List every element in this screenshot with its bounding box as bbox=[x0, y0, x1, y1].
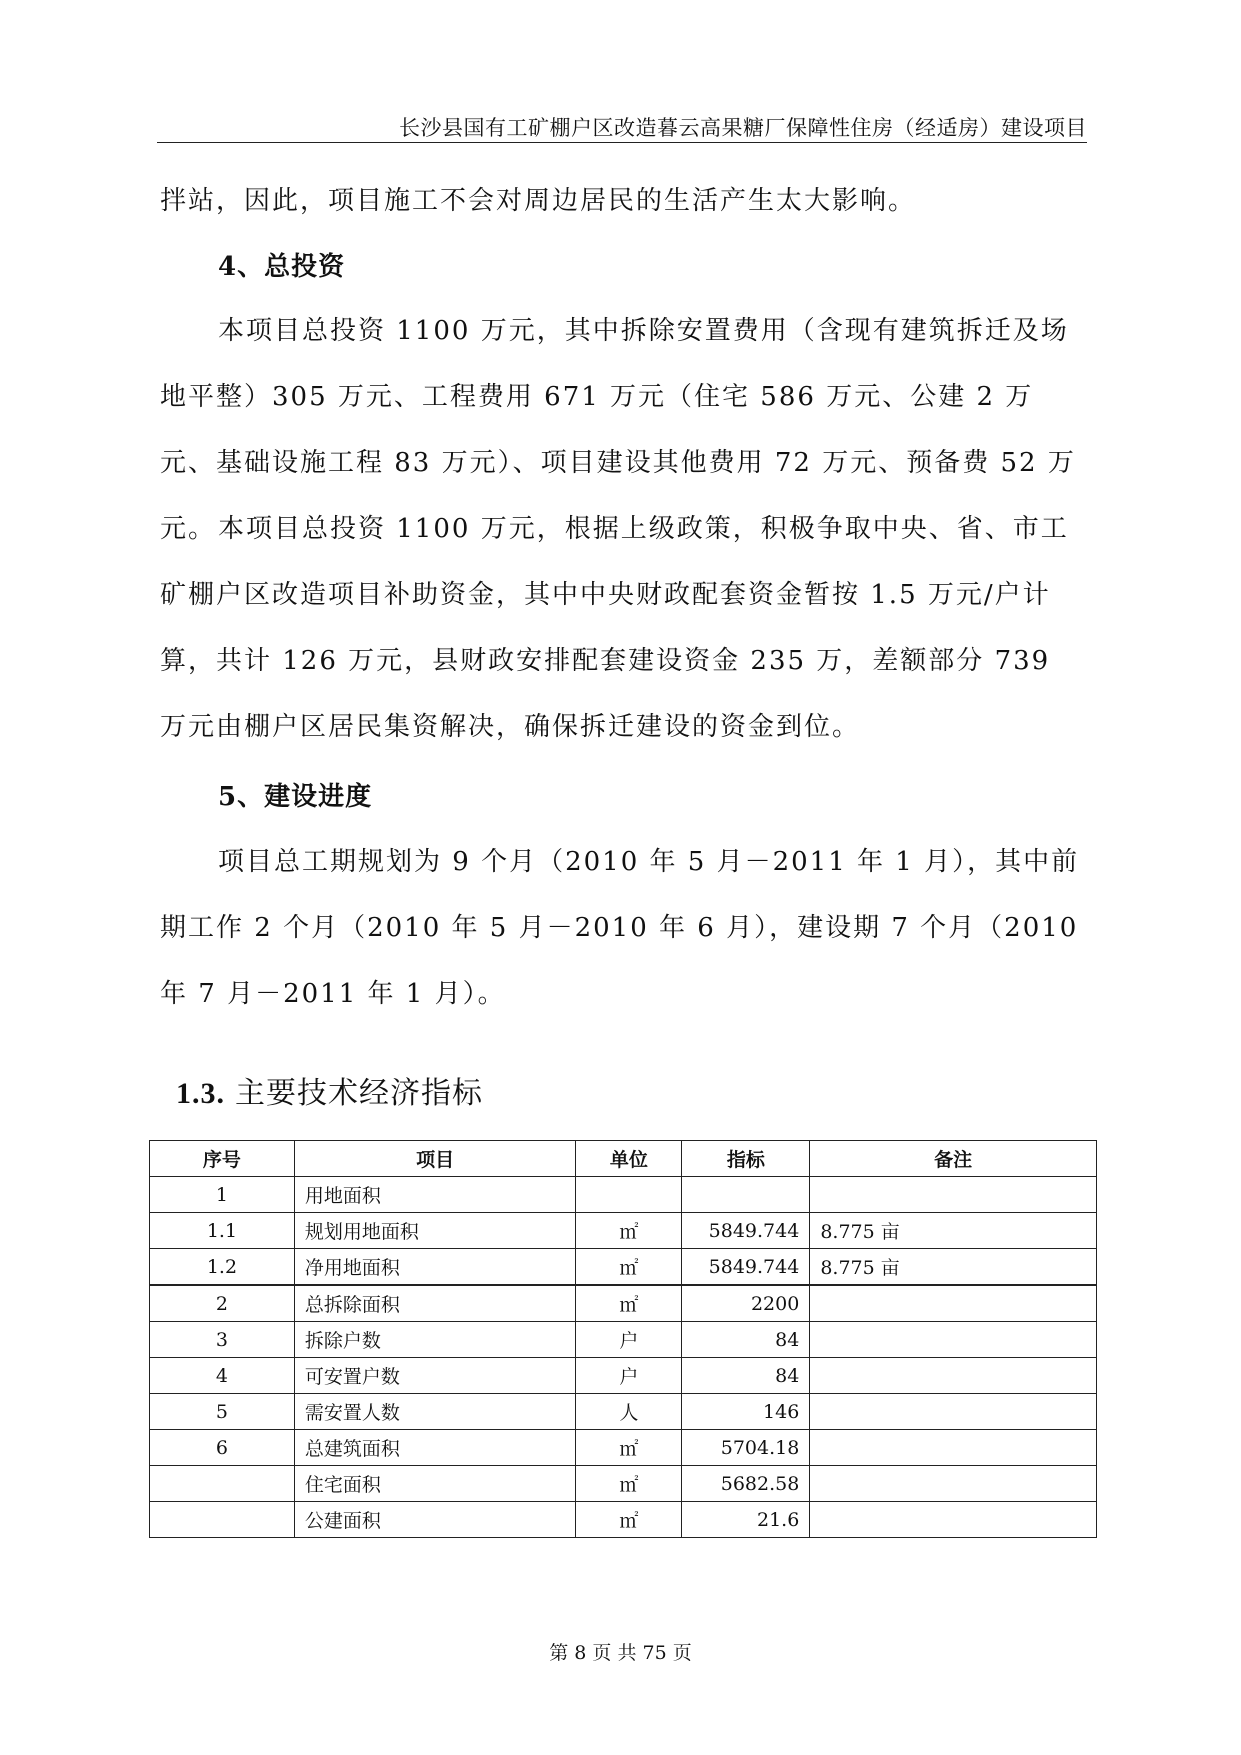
paragraph-investment-1: 本项目总投资 1100 万元，其中拆除安置费用（含现有建筑拆迁及场地平整）305 万元、工程费用 671 万元（住宅 586 万元、公建 2 万元、基础设施工程 83 万元）、项目建设其他费用 72 万元、预备费 52 万元。 bbox=[160, 316, 1076, 544]
section-title: 主要技术经济指标 bbox=[235, 1076, 483, 1111]
cell-no: 1.1 bbox=[150, 1213, 295, 1249]
col-header-value: 指标 bbox=[682, 1141, 810, 1177]
table-row bbox=[150, 1285, 1097, 1322]
heading-schedule: 5、建设进度 bbox=[218, 782, 373, 812]
cell-note bbox=[810, 1285, 1097, 1322]
table-row bbox=[150, 1177, 1097, 1213]
cell-note bbox=[810, 1430, 1097, 1466]
heading-total-investment: 4、总投资 bbox=[218, 252, 346, 282]
cell-note bbox=[810, 1358, 1097, 1394]
cell-no: 1.2 bbox=[150, 1249, 295, 1286]
technical-economic-indicators-table bbox=[149, 1140, 1097, 1538]
table-row bbox=[150, 1430, 1097, 1466]
table-header-row bbox=[150, 1141, 1097, 1177]
cell-value: 5682.58 bbox=[682, 1466, 810, 1502]
cell-item: 规划用地面积 bbox=[294, 1213, 576, 1249]
table-row bbox=[150, 1502, 1097, 1538]
cell-unit: ㎡ bbox=[576, 1249, 682, 1286]
paragraph-continued: 拌站，因此，项目施工不会对周边居民的生活产生太大影响。 bbox=[160, 186, 917, 216]
cell-note bbox=[810, 1394, 1097, 1430]
cell-unit: ㎡ bbox=[576, 1213, 682, 1249]
cell-unit: ㎡ bbox=[576, 1466, 682, 1502]
table-row bbox=[150, 1394, 1097, 1430]
cell-value: 5849.744 bbox=[682, 1249, 810, 1286]
table-row bbox=[150, 1249, 1097, 1286]
cell-value: 84 bbox=[682, 1358, 810, 1394]
cell-no: 4 bbox=[150, 1358, 295, 1394]
table-row bbox=[150, 1213, 1097, 1249]
col-header-no: 序号 bbox=[150, 1141, 295, 1177]
table-row bbox=[150, 1466, 1097, 1502]
cell-item: 拆除户数 bbox=[294, 1322, 576, 1358]
cell-note bbox=[810, 1466, 1097, 1502]
cell-no: 1 bbox=[150, 1177, 295, 1213]
cell-note bbox=[810, 1177, 1097, 1213]
cell-no: 6 bbox=[150, 1430, 295, 1466]
cell-unit: 户 bbox=[576, 1322, 682, 1358]
page-footer: 第 8 页 共 75 页 bbox=[549, 1642, 692, 1664]
cell-no: 3 bbox=[150, 1322, 295, 1358]
cell-item: 总建筑面积 bbox=[294, 1430, 576, 1466]
cell-no: 5 bbox=[150, 1394, 295, 1430]
cell-no bbox=[150, 1502, 295, 1538]
cell-value: 84 bbox=[682, 1322, 810, 1358]
section-heading bbox=[176, 1068, 483, 1112]
table-row bbox=[150, 1322, 1097, 1358]
cell-unit bbox=[576, 1177, 682, 1213]
cell-value: 2200 bbox=[682, 1285, 810, 1322]
paragraph-schedule: 项目总工期规划为 9 个月（2010 年 5 月－2011 年 1 月），其中前期工作 2 个月（2010 年 5 月－2010 年 6 月），建设期 7 个月（2010 年 7 月－2011 年 1 月）。 bbox=[160, 847, 1080, 1009]
col-header-note: 备注 bbox=[810, 1141, 1097, 1177]
cell-unit: 人 bbox=[576, 1394, 682, 1430]
cell-item: 用地面积 bbox=[294, 1177, 576, 1213]
cell-no bbox=[150, 1466, 295, 1502]
col-header-item: 项目 bbox=[294, 1141, 576, 1177]
cell-item: 公建面积 bbox=[294, 1502, 576, 1538]
col-header-unit: 单位 bbox=[576, 1141, 682, 1177]
page-header bbox=[157, 112, 1087, 143]
cell-value: 146 bbox=[682, 1394, 810, 1430]
section-number: 1.3. bbox=[176, 1077, 225, 1110]
header-title: 长沙县国有工矿棚户区改造暮云高果糖厂保障性住房（经适房）建设项目 bbox=[399, 116, 1087, 140]
cell-note: 8.775 亩 bbox=[810, 1249, 1097, 1286]
cell-value bbox=[682, 1177, 810, 1213]
cell-unit: ㎡ bbox=[576, 1430, 682, 1466]
cell-item: 可安置户数 bbox=[294, 1358, 576, 1394]
paragraph-investment-2: 本项目总投资 1100 万元，根据上级政策，积极争取中央、省、市工矿棚户区改造项目补助资金，其中中央财政配套资金暂按 1.5 万元/户计算，共计 126 万元，县财政安排配套建设资金 235 万，差额部分 739 万元由棚户区居民集资解决，确保拆迁建设的资金到位。 bbox=[160, 514, 1069, 742]
cell-value: 5849.744 bbox=[682, 1213, 810, 1249]
cell-value: 5704.18 bbox=[682, 1430, 810, 1466]
cell-item: 总拆除面积 bbox=[294, 1285, 576, 1322]
cell-note: 8.775 亩 bbox=[810, 1213, 1097, 1249]
cell-value: 21.6 bbox=[682, 1502, 810, 1538]
cell-item: 住宅面积 bbox=[294, 1466, 576, 1502]
cell-unit: ㎡ bbox=[576, 1285, 682, 1322]
cell-item: 需安置人数 bbox=[294, 1394, 576, 1430]
cell-unit: ㎡ bbox=[576, 1502, 682, 1538]
table-row bbox=[150, 1358, 1097, 1394]
cell-no: 2 bbox=[150, 1285, 295, 1322]
cell-unit: 户 bbox=[576, 1358, 682, 1394]
cell-note bbox=[810, 1322, 1097, 1358]
cell-note bbox=[810, 1502, 1097, 1538]
cell-item: 净用地面积 bbox=[294, 1249, 576, 1286]
